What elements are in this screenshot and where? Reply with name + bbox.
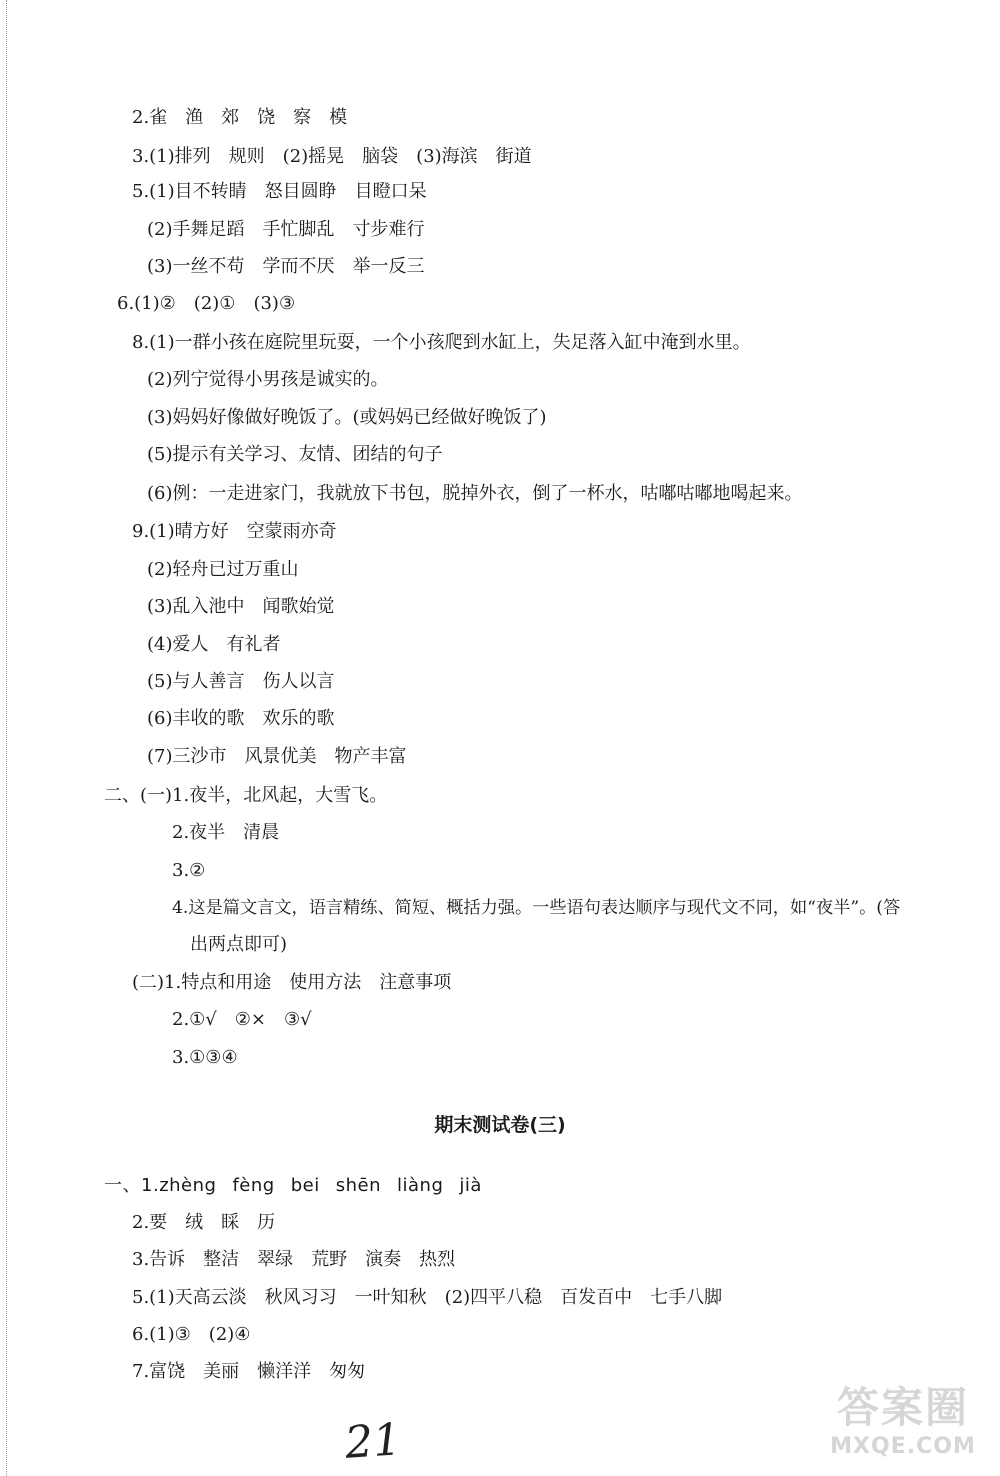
pinyin-prefix: 一、1. — [104, 1175, 160, 1196]
answer-line: 出两点即可) — [190, 934, 288, 955]
answer-line: 6.(1)③ (2)④ — [132, 1324, 251, 1345]
pinyin-word: liàng — [397, 1175, 444, 1196]
answer-line: (二)1.特点和用途 使用方法 注意事项 — [132, 972, 452, 993]
answer-line: (2)手舞足蹈 手忙脚乱 寸步难行 — [147, 219, 425, 240]
pinyin-word: jià — [459, 1175, 482, 1196]
answer-line: 3.② — [172, 860, 206, 881]
answer-line: 3.告诉 整洁 翠绿 荒野 演奏 热烈 — [132, 1249, 456, 1270]
answer-line: (6)例：一走进家门，我就放下书包，脱掉外衣，倒了一杯水，咕嘟咕嘟地喝起来。 — [147, 483, 803, 504]
answer-line: (5)与人善言 伤人以言 — [147, 671, 335, 692]
pinyin-answer-line — [104, 1174, 498, 1198]
answer-line: 5.(1)天高云淡 秋风习习 一叶知秋 (2)四平八稳 百发百中 七手八脚 — [132, 1287, 723, 1308]
answer-line: (2)轻舟已过万重山 — [147, 559, 299, 580]
answer-line: 2.要 绒 睬 历 — [132, 1212, 276, 1233]
answer-line: 2.①√ ②× ③√ — [172, 1009, 312, 1030]
pinyin-word: zhèng — [159, 1175, 217, 1196]
answer-line: (5)提示有关学习、友情、团结的句子 — [147, 444, 443, 465]
pinyin-word: shēn — [335, 1175, 381, 1196]
answer-line: 9.(1)晴方好 空蒙雨亦奇 — [132, 521, 337, 542]
answer-line: 3.(1)排列 规则 (2)摇晃 脑袋 (3)海滨 街道 — [132, 146, 532, 167]
answer-line: 8.(1)一群小孩在庭院里玩耍，一个小孩爬到水缸上，失足落入缸中淹到水里。 — [132, 332, 751, 353]
answer-line: 2.雀 渔 郊 饶 察 模 — [132, 107, 348, 128]
answer-line: 2.夜半 清晨 — [172, 822, 280, 843]
answer-line: (2)列宁觉得小男孩是诚实的。 — [147, 369, 389, 390]
watermark-bottom-text: MXQE.COM — [830, 1434, 976, 1459]
answer-line: 二、(一)1.夜半，北风起，大雪飞。 — [104, 785, 388, 806]
page-number: 21 — [343, 1414, 403, 1469]
watermark-logo — [818, 1382, 988, 1472]
watermark-top-text: 答案圈 — [836, 1383, 969, 1432]
answer-line: (6)丰收的歌 欢乐的歌 — [147, 708, 335, 729]
answer-line: (4)爱人 有礼者 — [147, 634, 281, 655]
answer-line: (7)三沙市 风景优美 物产丰富 — [147, 746, 407, 767]
answer-line: (3)一丝不苟 学而不厌 举一反三 — [147, 256, 425, 277]
answer-line: 4.这是篇文言文，语言精练、简短、概括力强。一些语句表达顺序与现代文不同，如“夜半”。(答 — [172, 898, 901, 918]
answer-line: 3.①③④ — [172, 1047, 238, 1068]
answer-line: 5.(1)目不转睛 怒目圆睁 目瞪口呆 — [132, 181, 427, 202]
section-title: 期末测试卷(三) — [434, 1114, 566, 1136]
answer-line: (3)乱入池中 闻歌始觉 — [147, 596, 335, 617]
answer-line: (3)妈妈好像做好晚饭了。(或妈妈已经做好晚饭了) — [147, 407, 547, 428]
binding-edge-dotted-line — [6, 0, 7, 1476]
pinyin-word: fèng — [232, 1175, 275, 1196]
pinyin-word: bei — [290, 1175, 320, 1196]
answer-line: 6.(1)② (2)① (3)③ — [117, 293, 296, 314]
answer-line: 7.富饶 美丽 懒洋洋 匆匆 — [132, 1361, 366, 1382]
